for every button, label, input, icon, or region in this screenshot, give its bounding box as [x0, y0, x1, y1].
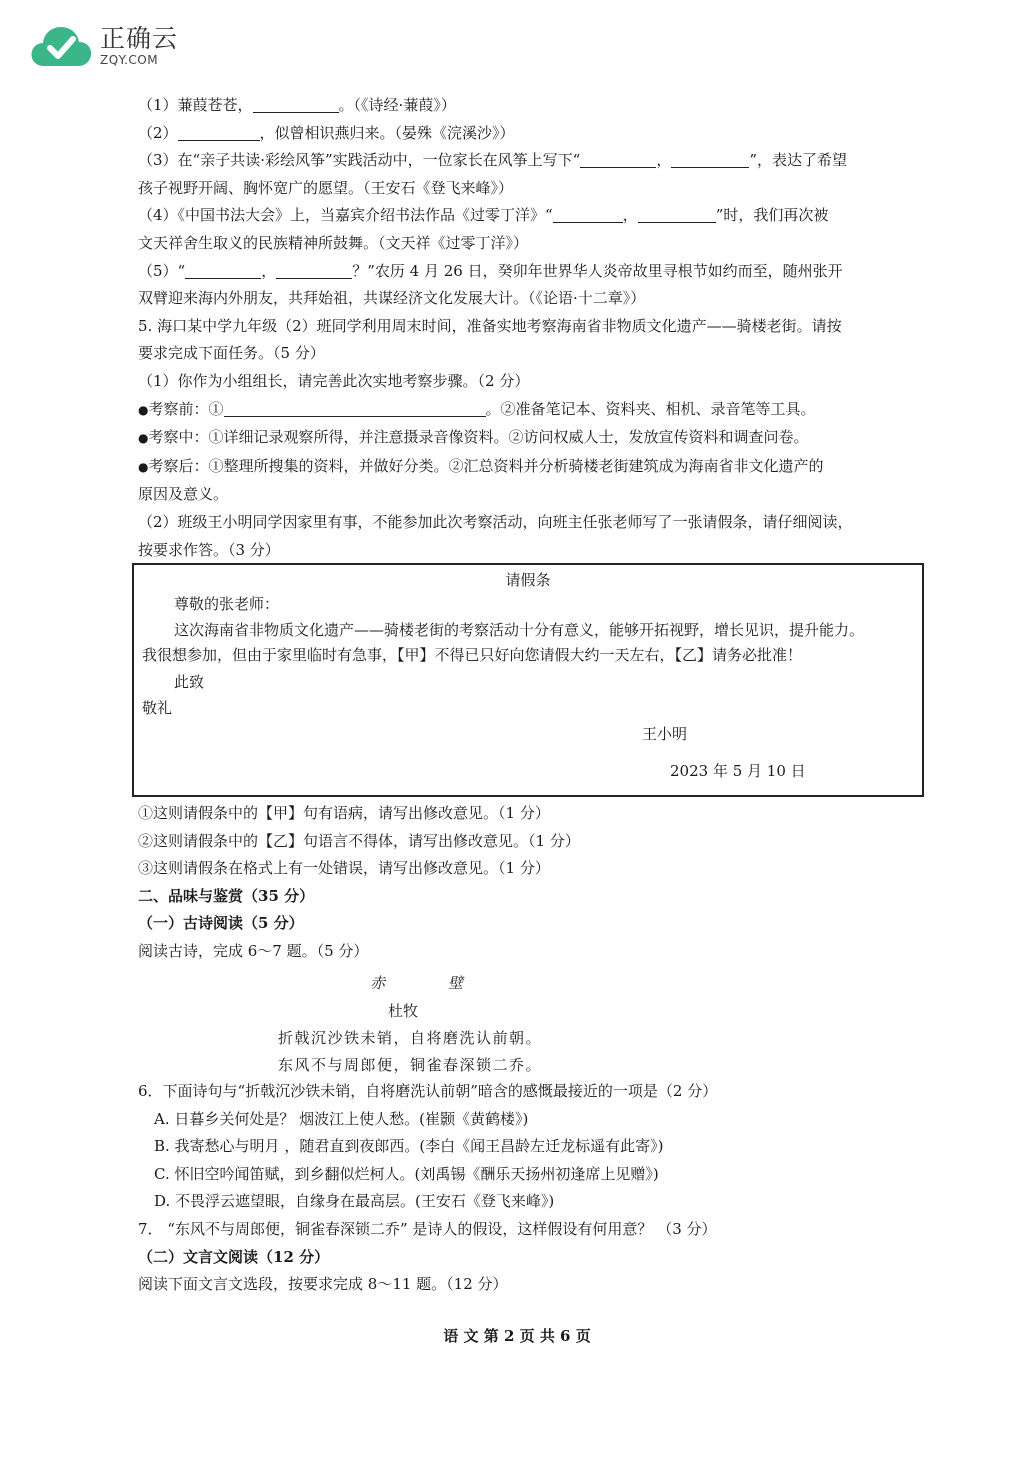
note-greeting: 尊敬的张老师： — [174, 595, 280, 613]
answer-blank[interactable] — [224, 400, 486, 417]
poem-title-b: 壁 — [448, 974, 464, 992]
logo-domain: ZQY.COM — [100, 53, 159, 67]
q4-3-text-b: ， — [656, 151, 672, 170]
q4-item-1 — [138, 92, 908, 120]
step-during-label: 考察中： — [148, 428, 209, 447]
bullet-icon: ● — [138, 431, 149, 446]
q5-sub2-cont: 按要求作答。（3 分） — [138, 540, 280, 559]
step-after — [138, 453, 908, 482]
q6-option-c: C. 怀旧空吟闻笛赋，到乡翻似烂柯人。(刘禹锡《酬乐天扬州初逢席上见赠》) — [154, 1164, 659, 1183]
q4-2-text-a: （2） — [138, 123, 178, 142]
answer-blank[interactable] — [253, 96, 339, 113]
q6-option-d: D. 不畏浮云遮望眼，自缘身在最高层。(王安石《登飞来峰》) — [154, 1192, 555, 1211]
q4-3-text-c: ”，表达了希望 — [749, 151, 848, 170]
step-before — [138, 396, 908, 425]
answer-blank[interactable] — [178, 124, 260, 141]
exam-page-bottom — [138, 1078, 908, 1299]
q6-option-a: A. 日暮乡关何处是？ 烟波江上使人愁。(崔颢《黄鹤楼》) — [154, 1109, 529, 1128]
q4-2-text-b: ，似曾相识燕归来。（晏殊《浣溪沙》） — [259, 123, 515, 142]
q4-4-text-b: ， — [622, 206, 638, 225]
q5-stem-cont: 要求完成下面任务。（5 分） — [138, 344, 325, 363]
q4-5-text-a: （5）“ — [138, 261, 186, 280]
q6-stem: 6．下面诗句与“折戟沉沙铁未销，自将磨洗认前朝”暗含的感慨最接近的一项是（2 分） — [138, 1082, 718, 1100]
q5-sub1: （1）你作为小组组长，请完善此次实地考察步骤。（2 分） — [138, 371, 530, 390]
q4-4-text-a: （4）《中国书法大会》上，当嘉宾介绍书法作品《过零丁洋》“ — [138, 206, 553, 225]
bullet-icon: ● — [138, 402, 149, 417]
answer-blank[interactable] — [185, 262, 261, 279]
q4-1-text-b: 。（《诗经·蒹葭》） — [338, 96, 456, 114]
leave-note — [132, 563, 924, 797]
q4-item-2 — [138, 120, 908, 148]
answer-blank[interactable] — [276, 262, 352, 279]
poem-author: 杜牧 — [388, 1002, 419, 1020]
step-after-text: ①整理所搜集的资料，并做好分类。②汇总资料并分析骑楼老街建筑成为海南省非文化遗产的 — [208, 456, 824, 475]
answer-blank[interactable] — [553, 206, 623, 223]
note-jingli: 敬礼 — [142, 699, 173, 717]
q4-5-text-c: ？”农历 4 月 26 日，癸卯年世界华人炎帝故里寻根节如约而至，随州张开 — [352, 261, 843, 280]
section-2-title: 二、品味与鉴赏（35 分） — [138, 886, 315, 905]
step-after-cont: 原因及意义。 — [138, 485, 229, 504]
q4-1-text-a: （1）蒹葭苍苍， — [138, 96, 253, 114]
step-during-text: ①详细记录观察所得，并注意摄录音像资料。②访问权威人士，发放宣传资料和调查问卷。 — [208, 428, 809, 447]
q5-sub2: （2）班级王小明同学因家里有事，不能参加此次考察活动，向班主任张老师写了一张请假条，请仔细阅读， — [138, 512, 853, 531]
step-during — [138, 424, 908, 453]
q4-item-4-cont: 文天祥舍生取义的民族精神所鼓舞。（文天祥《过零丁洋》） — [138, 233, 529, 252]
note-signature: 王小明 — [642, 725, 688, 743]
q4-5-text-b: ， — [261, 261, 277, 280]
note-body-1: 这次海南省非物质文化遗产——骑楼老街的考察活动十分有意义，能够开拓视野，增长见识，提升能力。 — [174, 621, 865, 639]
note-cizhi: 此致 — [174, 673, 205, 691]
step-before-a: ① — [208, 399, 224, 418]
note-subq-1: ①这则请假条中的【甲】句有语病，请写出修改意见。（1 分） — [138, 804, 550, 822]
page-footer: 语 文 第 2 页 共 6 页 — [443, 1327, 591, 1345]
answer-blank[interactable] — [638, 206, 716, 223]
section-2-sub1: （一）古诗阅读（5 分） — [138, 914, 304, 933]
note-subq-3: ③这则请假条在格式上有一处错误，请写出修改意见。（1 分） — [138, 859, 550, 878]
step-before-label: 考察前： — [148, 399, 209, 418]
note-body-2: 我很想参加，但由于家里临时有急事，【甲】不得已只好向您请假大约一天左右，【乙】请务必批准！ — [142, 646, 803, 664]
q4-item-3-cont: 孩子视野开阔、胸怀宽广的愿望。（王安石《登飞来峰》） — [138, 178, 514, 197]
cloud-check-icon — [28, 22, 94, 70]
q4-item-5 — [138, 258, 908, 286]
q5-stem: 5. 海口某中学九年级（2）班同学利用周末时间，准备实地考察海南省非物质文化遗产——骑楼老街。请按 — [138, 316, 842, 335]
q4-item-3 — [138, 147, 908, 175]
exam-page — [138, 92, 908, 564]
q4-3-text-a: （3）在“亲子共读·彩绘风筝”实践活动中，一位家长在风筝上写下“ — [138, 151, 581, 170]
poem-line-1: 折戟沉沙铁未销，自将磨洗认前朝。 — [278, 1029, 543, 1047]
logo-name: 正确云 — [100, 24, 179, 53]
site-logo[interactable] — [28, 22, 178, 70]
poem-line-2: 东风不与周郎便，铜雀春深锁二乔。 — [278, 1056, 543, 1074]
q4-item-5-cont: 双臂迎来海内外朋友，共拜始祖，共谋经济文化发展大计。（《论语·十二章》） — [138, 289, 646, 308]
section-2-sub2: （二）文言文阅读（12 分） — [138, 1247, 330, 1266]
poem-title-a: 赤 — [370, 974, 386, 992]
q7-stem: 7． “东风不与周郎便，铜雀春深锁二乔” 是诗人的假设，这样假设有何用意？ （3 分） — [138, 1219, 717, 1238]
q4-4-text-c: ”时，我们再次被 — [715, 206, 829, 225]
note-title: 请假条 — [505, 571, 551, 589]
q6-option-b: B. 我寄愁心与明月 ，随君直到夜郎西。(李白《闻王昌龄左迁龙标遥有此寄》) — [154, 1137, 664, 1156]
bullet-icon: ● — [138, 459, 149, 474]
step-before-b: 。②准备笔记本、资料夹、相机、录音笔等工具。 — [485, 399, 816, 418]
q4-item-4 — [138, 202, 908, 230]
note-date: 2023 年 5 月 10 日 — [670, 762, 806, 780]
note-subq-2: ②这则请假条中的【乙】句语言不得体，请写出修改意见。（1 分） — [138, 831, 580, 850]
answer-blank[interactable] — [671, 151, 749, 168]
answer-blank[interactable] — [580, 151, 656, 168]
section-2-intro: 阅读古诗，完成 6～7 题。（5 分） — [138, 941, 369, 960]
step-after-label: 考察后： — [148, 456, 209, 475]
section-2-sub2-intro: 阅读下面文言文选段，按要求完成 8～11 题。（12 分） — [138, 1275, 508, 1294]
exam-page-lower — [138, 800, 908, 966]
